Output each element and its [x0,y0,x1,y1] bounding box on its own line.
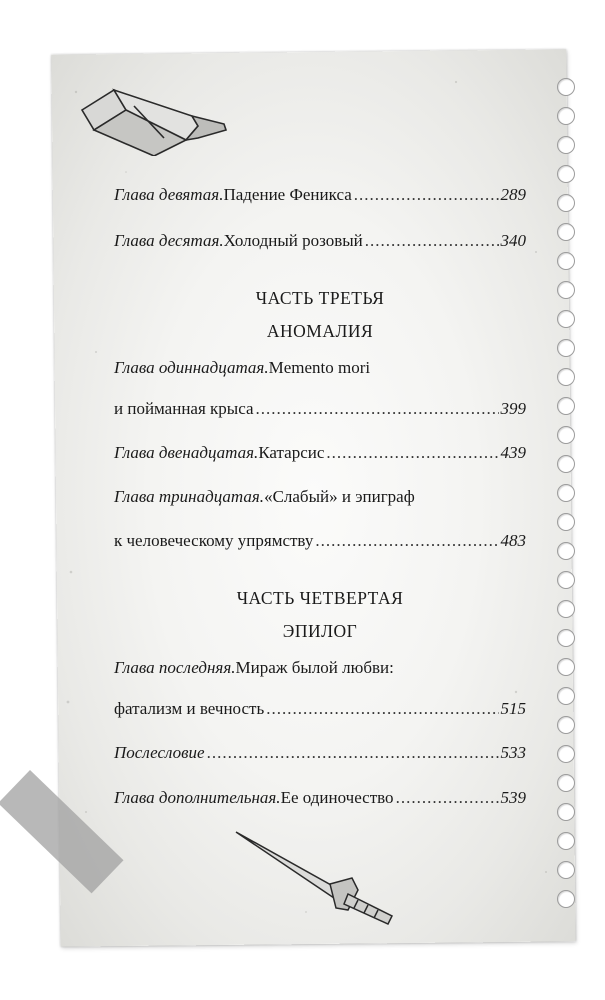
toc-entry [114,531,526,555]
page-number: 539 [500,788,526,807]
toc-entry [114,788,526,812]
binding-ring [557,687,575,705]
part-subtitle: АНОМАЛИЯ [266,321,374,341]
binding-ring [557,513,575,531]
toc-entry [114,699,526,723]
binding-ring [557,571,575,589]
binding-ring [557,832,575,850]
binding-ring [557,745,575,763]
part-label: ЧАСТЬ ТРЕТЬЯ [255,288,385,308]
binding-ring [557,339,575,357]
dot-leader [256,399,499,419]
part-label: ЧАСТЬ ЧЕТВЕРТАЯ [236,588,404,608]
chapter-title: Ее одиночество [280,788,394,807]
toc-entry [114,443,526,467]
dot-leader [354,185,499,205]
dot-leader [365,231,499,251]
binding-ring [557,716,575,734]
binding-ring [557,484,575,502]
dagger-icon [232,828,402,928]
chapter-title: «Слабый» и эпиграф [264,487,415,506]
chapter-label: Послесловие [114,743,205,762]
binding-ring [557,78,575,96]
binding-ring [557,165,575,183]
chapter-title: Падение Феникса [223,185,352,204]
chapter-label: Глава одиннадцатая. [114,358,269,377]
chapter-label: Глава последняя. [114,658,236,677]
binding-ring [557,310,575,328]
chapter-title: Memento mori [268,358,371,377]
binding-ring [557,542,575,560]
binding-ring [557,658,575,676]
page-number: 483 [500,531,526,550]
binding-ring [557,252,575,270]
part-subtitle: ЭПИЛОГ [282,621,358,641]
binding-ring [557,861,575,879]
binding-ring [557,397,575,415]
chapter-title: фатализм и вечность [114,699,265,718]
toc-entry [114,185,526,209]
spiral-binding [557,78,577,918]
bullet-icon [74,76,234,156]
binding-ring [557,194,575,212]
toc-entry [114,743,526,767]
binding-ring [557,774,575,792]
binding-ring [557,136,575,154]
dot-leader [207,743,499,763]
toc-entry [114,231,526,255]
chapter-title: к человеческому упрямству [114,531,314,550]
page-number: 399 [500,399,526,418]
page-number: 340 [500,231,526,250]
binding-ring [557,803,575,821]
dot-leader [326,443,498,463]
chapter-title: и пойманная крыса [114,399,254,418]
binding-ring [557,223,575,241]
toc-entry [114,358,526,382]
binding-ring [557,890,575,908]
toc-entry [114,399,526,423]
toc-entry [114,658,526,682]
binding-ring [557,600,575,618]
page-number: 533 [500,743,526,762]
chapter-label: Глава десятая. [114,231,224,250]
binding-ring [557,107,575,125]
chapter-title: Катарсис [258,443,325,462]
chapter-title: Холодный розовый [223,231,363,250]
page-number: 439 [500,443,526,462]
binding-ring [557,426,575,444]
page-number: 289 [500,185,526,204]
chapter-label: Глава девятая. [114,185,224,204]
binding-ring [557,281,575,299]
binding-ring [557,629,575,647]
toc-entry [114,487,526,511]
chapter-label: Глава дополнительная. [114,788,281,807]
dot-leader [266,699,498,719]
chapter-title: Мираж былой любви: [235,658,394,677]
chapter-label: Глава двенадцатая. [114,443,259,462]
chapter-label: Глава тринадцатая. [114,487,265,506]
page-number: 515 [500,699,526,718]
binding-ring [557,368,575,386]
dot-leader [315,531,498,551]
dot-leader [396,788,499,808]
binding-ring [557,455,575,473]
